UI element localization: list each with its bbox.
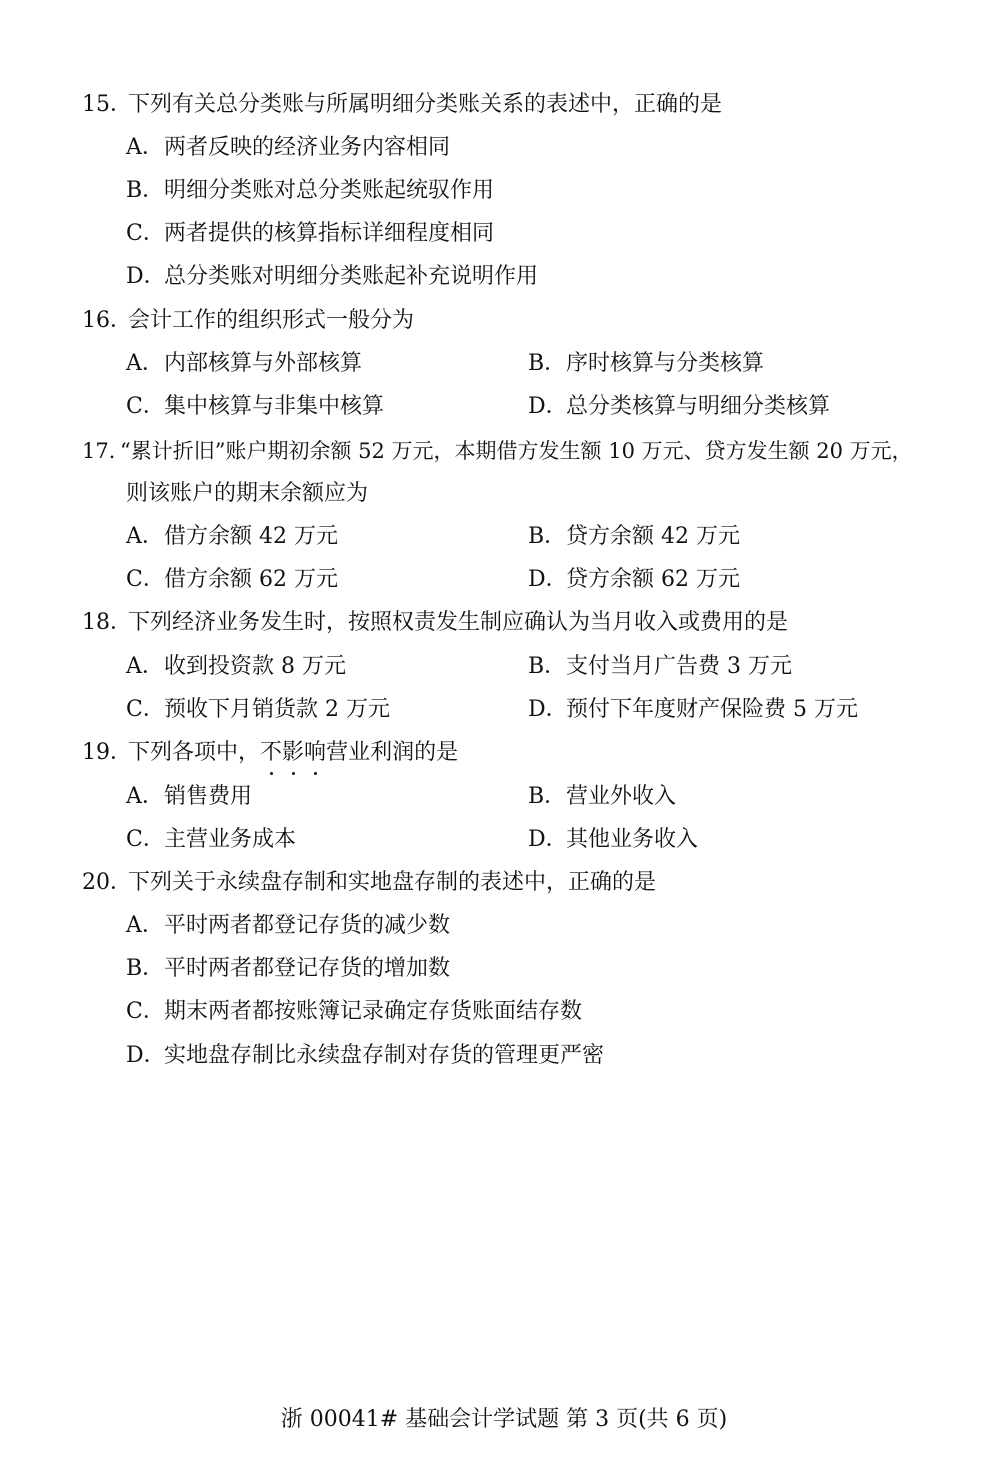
option-letter: B． bbox=[528, 351, 567, 376]
question-16-option-b bbox=[528, 349, 764, 379]
question-18-option-a bbox=[126, 652, 346, 682]
question-18-option-d bbox=[528, 695, 858, 725]
option-letter: D． bbox=[528, 827, 568, 852]
option-text: 集中核算与非集中核算 bbox=[164, 394, 385, 419]
option-letter: C． bbox=[126, 999, 165, 1024]
option-text: 两者提供的核算指标详细程度相同 bbox=[164, 221, 495, 246]
question-number: 19． bbox=[82, 740, 132, 765]
question-20-option-a bbox=[126, 911, 450, 941]
emphasis-char: 影 bbox=[282, 738, 304, 768]
option-text: 其他业务收入 bbox=[566, 827, 699, 852]
option-letter: B． bbox=[528, 784, 567, 809]
question-number: 17． bbox=[82, 439, 130, 463]
option-text: 主营业务成本 bbox=[164, 827, 297, 852]
question-20-option-c bbox=[126, 997, 582, 1027]
option-letter: A． bbox=[126, 524, 164, 549]
option-text: 预付下年度财产保险费 5 万元 bbox=[566, 697, 858, 722]
emphasis-char: 不 bbox=[260, 738, 282, 768]
question-19-option-c bbox=[126, 825, 296, 855]
emphasis-char: 响 bbox=[304, 738, 326, 768]
option-text: 借方余额 62 万元 bbox=[164, 567, 338, 592]
option-letter: C． bbox=[126, 827, 165, 852]
option-text: 内部核算与外部核算 bbox=[164, 351, 363, 376]
question-text: 下列经济业务发生时，按照权责发生制应确认为当月收入或费用的是 bbox=[128, 610, 789, 635]
option-letter: C． bbox=[126, 394, 165, 419]
question-15-option-a bbox=[126, 133, 450, 163]
question-20-option-b bbox=[126, 954, 450, 984]
option-letter: D． bbox=[126, 1043, 166, 1068]
question-15-option-b bbox=[126, 176, 494, 206]
option-letter: B． bbox=[528, 524, 567, 549]
question-text-continued: 则该账户的期末余额应为 bbox=[126, 481, 369, 506]
option-letter: D． bbox=[528, 697, 568, 722]
question-17-stem-continued bbox=[126, 479, 368, 509]
question-number: 15． bbox=[82, 92, 132, 117]
option-text: 总分类核算与明细分类核算 bbox=[566, 394, 831, 419]
option-text: 期末两者都按账簿记录确定存货账面结存数 bbox=[164, 999, 583, 1024]
question-17-stem bbox=[82, 436, 913, 466]
option-text: 支付当月广告费 3 万元 bbox=[566, 654, 792, 679]
option-text: 序时核算与分类核算 bbox=[566, 351, 765, 376]
question-15-option-c bbox=[126, 219, 494, 249]
option-letter: A． bbox=[126, 784, 164, 809]
question-19-stem bbox=[82, 738, 458, 768]
question-number: 16． bbox=[82, 308, 132, 333]
option-text: 平时两者都登记存货的增加数 bbox=[164, 956, 451, 981]
option-text: 营业外收入 bbox=[566, 784, 677, 809]
option-letter: B． bbox=[528, 654, 567, 679]
question-17-option-d bbox=[528, 565, 740, 595]
question-number: 20． bbox=[82, 870, 132, 895]
question-17-option-c bbox=[126, 565, 338, 595]
question-number: 18． bbox=[82, 610, 132, 635]
option-text: 总分类账对明细分类账起补充说明作用 bbox=[164, 264, 539, 289]
option-letter: A． bbox=[126, 654, 164, 679]
question-16-option-d bbox=[528, 392, 830, 422]
option-letter: C． bbox=[126, 697, 165, 722]
option-letter: B． bbox=[126, 956, 165, 981]
option-letter: C． bbox=[126, 567, 165, 592]
option-letter: D． bbox=[528, 394, 568, 419]
question-15-stem bbox=[82, 90, 722, 120]
question-17-option-b bbox=[528, 522, 740, 552]
question-20-option-d bbox=[126, 1041, 604, 1071]
question-17-option-a bbox=[126, 522, 338, 552]
option-text: 收到投资款 8 万元 bbox=[164, 654, 346, 679]
option-letter: D． bbox=[528, 567, 568, 592]
question-18-option-c bbox=[126, 695, 390, 725]
question-text: 下列关于永续盘存制和实地盘存制的表述中，正确的是 bbox=[128, 870, 657, 895]
question-19-option-d bbox=[528, 825, 698, 855]
question-text: 会计工作的组织形式一般分为 bbox=[128, 308, 415, 333]
option-text: 预收下月销货款 2 万元 bbox=[164, 697, 390, 722]
question-20-stem bbox=[82, 868, 656, 898]
option-text: 明细分类账对总分类账起统驭作用 bbox=[164, 178, 495, 203]
question-text: “累计折旧”账户期初余额 52 万元，本期借方发生额 10 万元、贷方发生额 20 万元， bbox=[120, 439, 913, 463]
page-footer: 浙 00041# 基础会计学试题 第 3 页(共 6 页) bbox=[280, 1407, 728, 1432]
option-letter: C． bbox=[126, 221, 165, 246]
question-16-option-a bbox=[126, 349, 362, 379]
option-letter: B． bbox=[126, 178, 165, 203]
option-text: 实地盘存制比永续盘存制对存货的管理更严密 bbox=[164, 1043, 605, 1068]
option-text: 贷方余额 42 万元 bbox=[566, 524, 740, 549]
option-letter: A． bbox=[126, 351, 164, 376]
option-text: 两者反映的经济业务内容相同 bbox=[164, 135, 451, 160]
question-16-stem bbox=[82, 306, 414, 336]
option-text: 贷方余额 62 万元 bbox=[566, 567, 740, 592]
option-text: 借方余额 42 万元 bbox=[164, 524, 338, 549]
option-letter: A． bbox=[126, 913, 164, 938]
question-18-option-b bbox=[528, 652, 792, 682]
option-letter: D． bbox=[126, 264, 166, 289]
question-text-after: 营业利润的是 bbox=[326, 740, 459, 765]
question-19-option-a bbox=[126, 782, 252, 812]
question-16-option-c bbox=[126, 392, 384, 422]
question-18-stem bbox=[82, 608, 788, 638]
question-19-option-b bbox=[528, 782, 676, 812]
option-text: 平时两者都登记存货的减少数 bbox=[164, 913, 451, 938]
question-15-option-d bbox=[126, 262, 538, 292]
question-text-before: 下列各项中， bbox=[128, 740, 261, 765]
question-text: 下列有关总分类账与所属明细分类账关系的表述中，正确的是 bbox=[128, 92, 723, 117]
option-text: 销售费用 bbox=[164, 784, 253, 809]
option-letter: A． bbox=[126, 135, 164, 160]
